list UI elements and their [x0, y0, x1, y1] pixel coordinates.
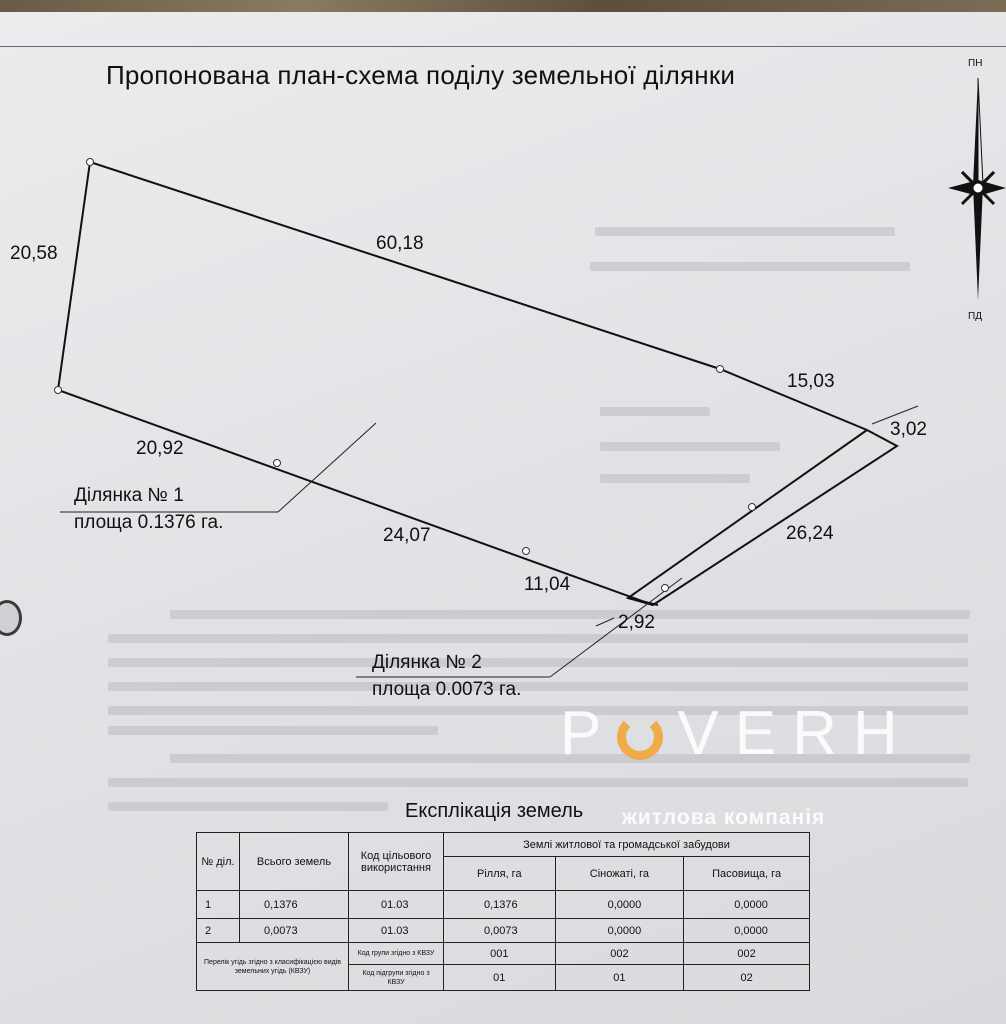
- cell-subgroup: 02: [684, 965, 810, 991]
- cell-pasture: 0,0000: [684, 919, 810, 943]
- cell-code: 01.03: [349, 919, 444, 943]
- vertex-point: [55, 387, 62, 394]
- cell-num: 2: [197, 919, 240, 943]
- explication-title: Експлікація земель: [405, 800, 584, 822]
- dimension-bottom-mid: 24,07: [383, 525, 431, 546]
- header-code: Код цільового використання: [349, 833, 444, 891]
- cell-group: 002: [555, 943, 684, 965]
- watermark-subtitle: житлова компанія: [622, 806, 826, 829]
- watermark-ring-icon: [617, 714, 663, 760]
- header-hay: Сіножаті, га: [555, 857, 684, 891]
- dimension-bottom-short: 2,92: [618, 612, 655, 633]
- cell-subgroup: 01: [444, 965, 556, 991]
- watermark-brand-right: VERH: [677, 699, 914, 768]
- cell-arable: 0,0073: [444, 919, 556, 943]
- parcel-2-boundary: [628, 430, 867, 605]
- parcel-1-boundary: [58, 162, 897, 605]
- footer-label: Перелік угідь згідно з класифікацією видів земельних угідь (КВЗУ): [197, 943, 349, 991]
- cell-hay: 0,0000: [555, 891, 684, 919]
- vertex-point: [87, 159, 94, 166]
- dimension-left-edge: 20,58: [10, 243, 58, 264]
- dimension-top-edge: 60,18: [376, 233, 424, 254]
- table-row: [197, 943, 810, 965]
- table-row: [197, 919, 810, 943]
- vertex-point: [523, 548, 530, 555]
- parcel-1-area: площа 0.1376 га.: [74, 512, 224, 533]
- cell-total: 0,1376: [240, 891, 349, 919]
- watermark-brand-left: P: [560, 699, 618, 768]
- vertex-point: [717, 366, 724, 373]
- compass-north-label: ПН: [968, 58, 983, 69]
- explication-table: [196, 832, 810, 991]
- dimension-tick: [596, 618, 614, 626]
- cell-group: 001: [444, 943, 556, 965]
- dimension-right-edge: 26,24: [786, 523, 834, 544]
- compass-south-label: ПД: [968, 311, 982, 322]
- cell-hay: 0,0000: [555, 919, 684, 943]
- header-pasture: Пасовища, га: [684, 857, 810, 891]
- cell-subgroup: 01: [555, 965, 684, 991]
- header-arable: Рілля, га: [444, 857, 556, 891]
- vertex-point: [749, 504, 756, 511]
- watermark-logo: [560, 698, 914, 769]
- cell-group: 002: [684, 943, 810, 965]
- vertex-point: [662, 585, 669, 592]
- dimension-bottom-right: 11,04: [524, 574, 571, 595]
- cell-pasture: 0,0000: [684, 891, 810, 919]
- page-title: Пропонована план-схема поділу земельної ділянки: [106, 60, 736, 90]
- vertex-point: [274, 460, 281, 467]
- cell-total: 0,0073: [240, 919, 349, 943]
- header-num: № діл.: [197, 833, 240, 891]
- footer-subgroup-label: Код підгрупи згідно з КВЗУ: [349, 965, 444, 991]
- cell-num: 1: [197, 891, 240, 919]
- header-total: Всього земель: [240, 833, 349, 891]
- parcel-1-label: Ділянка № 1: [74, 485, 184, 506]
- footer-group-label: Код групи згідно з КВЗУ: [349, 943, 444, 965]
- cell-arable: 0,1376: [444, 891, 556, 919]
- parcel-2-label: Ділянка № 2: [372, 652, 482, 673]
- dimension-bottom-left: 20,92: [136, 438, 184, 459]
- dimension-top-right-edge: 15,03: [787, 371, 835, 392]
- parcel-2-area: площа 0.0073 га.: [372, 679, 522, 700]
- dimension-right-short: 3,02: [890, 419, 927, 440]
- table-row: [197, 891, 810, 919]
- cell-code: 01.03: [349, 891, 444, 919]
- compass-rose-icon: [948, 78, 1006, 300]
- header-group: Землі житлової та громадської забудови: [444, 833, 810, 857]
